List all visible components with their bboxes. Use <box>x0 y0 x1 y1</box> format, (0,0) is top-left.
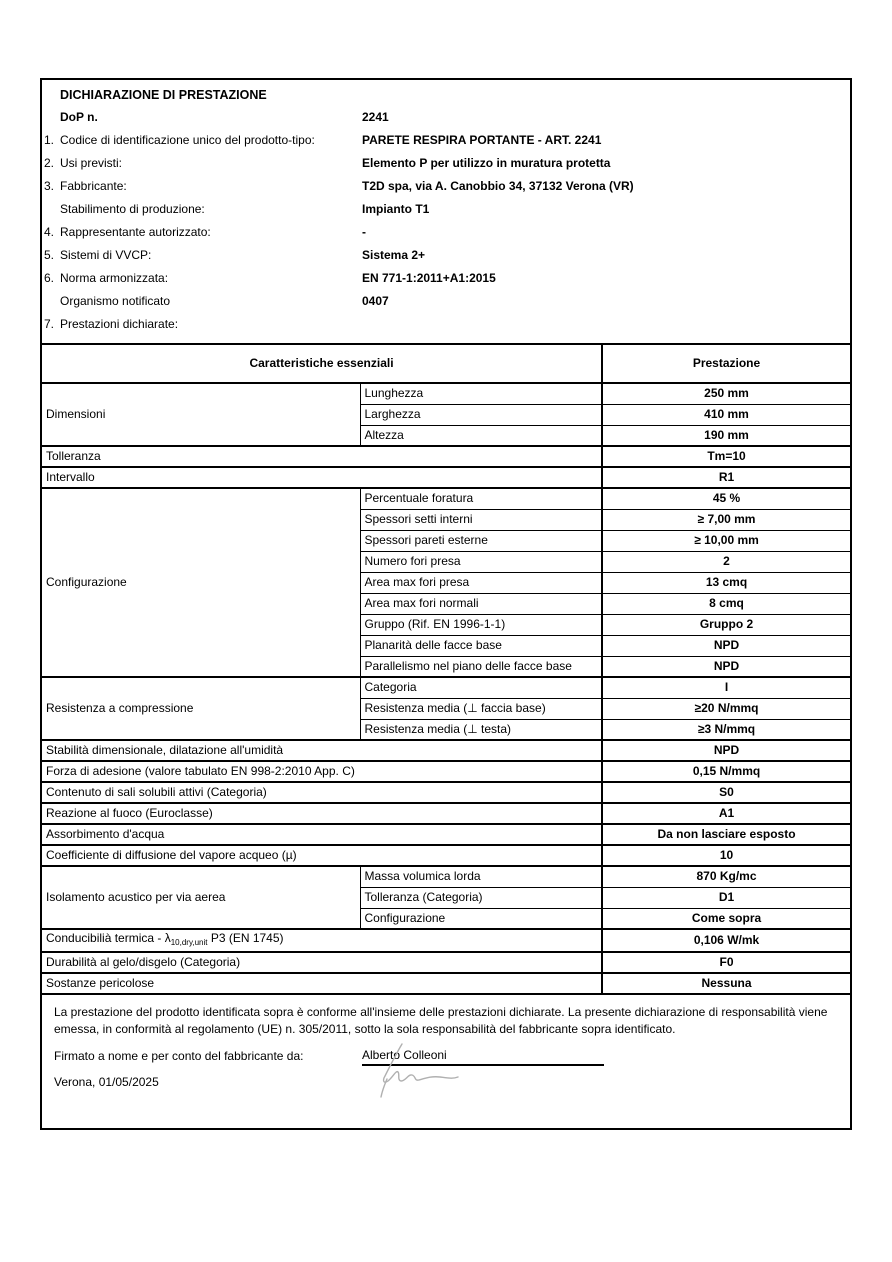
char-conducibilita <box>42 929 602 952</box>
char-reazione-fuoco: Reazione al fuoco (Euroclasse) <box>42 803 602 824</box>
char-durabilita: Durabilità al gelo/disgelo (Categoria) <box>42 952 602 973</box>
value-conducibilita: 0,106 W/mk <box>602 929 850 952</box>
table-row <box>42 973 850 994</box>
char-parallelismo: Parallelismo nel piano delle facce base <box>360 656 602 677</box>
info-value: T2D spa, via A. Canobbio 34, 37132 Verona (VR) <box>362 179 634 193</box>
value-altezza: 190 mm <box>602 425 850 446</box>
value-assorbimento: Da non lasciare esposto <box>602 824 850 845</box>
value-numero-fori: 2 <box>602 551 850 572</box>
value-sostanze: Nessuna <box>602 973 850 994</box>
info-value: - <box>362 225 366 239</box>
signer-name: Alberto Colleoni <box>362 1048 447 1062</box>
char-percentuale-foratura: Percentuale foratura <box>360 488 602 509</box>
table-row <box>42 803 850 824</box>
conformity-declaration: La prestazione del prodotto identificata sopra è conforme all'insieme delle prestazioni dichiarate. La presente dichiarazione di responsabilità viene emessa, in conformità al regolamento (UE) n. 305/2011, sotto la sola responsabilità del fabbricante sopra identificato. <box>54 1005 828 1036</box>
document-header <box>42 80 850 343</box>
char-stabilita: Stabilità dimensionale, dilatazione all'umidità <box>42 740 602 761</box>
info-row-rappresentante <box>44 221 846 244</box>
place-date: Verona, 01/05/2025 <box>54 1075 159 1089</box>
table-row <box>42 761 850 782</box>
table-header-row <box>42 344 850 383</box>
info-num: 7. <box>44 317 55 331</box>
info-value: Sistema 2+ <box>362 248 426 262</box>
char-area-fori-presa: Area max fori presa <box>360 572 602 593</box>
info-label: Sistemi di VVCP: <box>60 248 152 262</box>
char-isolamento-configurazione: Configurazione <box>360 908 602 929</box>
table-row <box>42 677 850 698</box>
info-row-usi-previsti <box>44 152 846 175</box>
value-spessori-setti: ≥ 7,00 mm <box>602 509 850 530</box>
value-forza-adesione: 0,15 N/mmq <box>602 761 850 782</box>
char-resistenza-faccia: Resistenza media (⊥ faccia base) <box>360 698 602 719</box>
conducibilita-subscript: 10,dry,unit <box>170 938 208 947</box>
table-row <box>42 740 850 761</box>
info-row-prestazioni <box>44 313 846 336</box>
table-row <box>42 446 850 467</box>
value-area-fori-presa: 13 cmq <box>602 572 850 593</box>
info-row-stabilimento <box>44 198 846 221</box>
char-intervallo: Intervallo <box>42 467 602 488</box>
char-altezza: Altezza <box>360 425 602 446</box>
performance-table <box>42 343 850 995</box>
value-reazione-fuoco: A1 <box>602 803 850 824</box>
table-row <box>42 824 850 845</box>
document-footer <box>42 995 850 1089</box>
group-isolamento: Isolamento acustico per via aerea <box>42 866 360 929</box>
info-row-codice <box>44 129 846 152</box>
char-planarita: Planarità delle facce base <box>360 635 602 656</box>
value-tolleranza-categoria: D1 <box>602 887 850 908</box>
info-value <box>362 313 846 336</box>
char-gruppo: Gruppo (Rif. EN 1996-1-1) <box>360 614 602 635</box>
char-assorbimento: Assorbimento d'acqua <box>42 824 602 845</box>
table-row <box>42 866 850 887</box>
value-resistenza-testa: ≥3 N/mmq <box>602 719 850 740</box>
char-tolleranza-categoria: Tolleranza (Categoria) <box>360 887 602 908</box>
value-resistenza-faccia: ≥20 N/mmq <box>602 698 850 719</box>
info-num: 1. <box>44 133 55 147</box>
info-value: PARETE RESPIRA PORTANTE - ART. 2241 <box>362 133 602 147</box>
info-label: Rappresentante autorizzato: <box>60 225 211 239</box>
value-categoria: I <box>602 677 850 698</box>
signature-row <box>52 1048 838 1066</box>
conducibilita-prefix: Conducibilià termica - λ <box>46 931 171 945</box>
group-configurazione: Configurazione <box>42 488 360 677</box>
value-spessori-pareti: ≥ 10,00 mm <box>602 530 850 551</box>
info-label: Codice di identificazione unico del prodotto-tipo: <box>60 133 315 147</box>
document-frame <box>40 78 852 1130</box>
char-spessori-pareti: Spessori pareti esterne <box>360 530 602 551</box>
info-num: 6. <box>44 271 55 285</box>
conducibilita-suffix: P3 (EN 1745) <box>207 931 284 945</box>
char-sali-solubili: Contenuto di sali solubili attivi (Categoria) <box>42 782 602 803</box>
value-gruppo: Gruppo 2 <box>602 614 850 635</box>
info-num: 3. <box>44 179 55 193</box>
info-row-organismo <box>44 290 846 313</box>
header-characteristics: Caratteristiche essenziali <box>42 344 602 383</box>
info-row-dop <box>44 106 846 129</box>
value-durabilita: F0 <box>602 952 850 973</box>
value-tolleranza: Tm=10 <box>602 446 850 467</box>
char-area-fori-normali: Area max fori normali <box>360 593 602 614</box>
info-label: Usi previsti: <box>60 156 123 170</box>
info-num: 2. <box>44 156 55 170</box>
char-tolleranza: Tolleranza <box>42 446 602 467</box>
char-forza-adesione: Forza di adesione (valore tabulato EN 998-2:2010 App. C) <box>42 761 602 782</box>
info-num: 5. <box>44 248 55 262</box>
value-stabilita: NPD <box>602 740 850 761</box>
table-row <box>42 782 850 803</box>
info-label: Fabbricante: <box>60 179 127 193</box>
group-resistenza: Resistenza a compressione <box>42 677 360 740</box>
table-row <box>42 467 850 488</box>
group-dimensioni: Dimensioni <box>42 383 360 446</box>
table-row <box>42 929 850 952</box>
char-lunghezza: Lunghezza <box>360 383 602 404</box>
info-label: Organismo notificato <box>60 294 171 308</box>
value-lunghezza: 250 mm <box>602 383 850 404</box>
signed-by-label: Firmato a nome e per conto del fabbricante da: <box>54 1049 304 1063</box>
info-value: EN 771-1:2011+A1:2015 <box>362 271 496 285</box>
char-resistenza-testa: Resistenza media (⊥ testa) <box>360 719 602 740</box>
info-num <box>44 198 60 221</box>
info-label: Stabilimento di produzione: <box>60 202 205 216</box>
info-num: 4. <box>44 225 55 239</box>
value-planarita: NPD <box>602 635 850 656</box>
value-massa-volumica: 870 Kg/mc <box>602 866 850 887</box>
info-row-norma <box>44 267 846 290</box>
info-value: 0407 <box>362 294 389 308</box>
char-massa-volumica: Massa volumica lorda <box>360 866 602 887</box>
handwritten-signature <box>368 1050 478 1098</box>
char-categoria: Categoria <box>360 677 602 698</box>
info-value: Impianto T1 <box>362 202 430 216</box>
info-num <box>44 106 60 129</box>
value-vapore: 10 <box>602 845 850 866</box>
char-sostanze: Sostanze pericolose <box>42 973 602 994</box>
char-numero-fori: Numero fori presa <box>360 551 602 572</box>
signature-line <box>362 1048 604 1066</box>
info-label: DoP n. <box>60 110 98 124</box>
value-percentuale-foratura: 45 % <box>602 488 850 509</box>
value-intervallo: R1 <box>602 467 850 488</box>
char-vapore: Coefficiente di diffusione del vapore acqueo (µ) <box>42 845 602 866</box>
char-larghezza: Larghezza <box>360 404 602 425</box>
table-row <box>42 952 850 973</box>
info-label: Norma armonizzata: <box>60 271 169 285</box>
char-spessori-setti: Spessori setti interni <box>360 509 602 530</box>
document-title: DICHIARAZIONE DI PRESTAZIONE <box>60 88 267 102</box>
value-area-fori-normali: 8 cmq <box>602 593 850 614</box>
info-row-fabbricante <box>44 175 846 198</box>
info-num <box>44 290 60 313</box>
info-value: Elemento P per utilizzo in muratura protetta <box>362 156 611 170</box>
table-row <box>42 488 850 509</box>
header-performance: Prestazione <box>602 344 850 383</box>
info-label: Prestazioni dichiarate: <box>60 317 179 331</box>
value-larghezza: 410 mm <box>602 404 850 425</box>
value-parallelismo: NPD <box>602 656 850 677</box>
table-row <box>42 845 850 866</box>
info-value: 2241 <box>362 110 389 124</box>
table-row <box>42 383 850 404</box>
info-row-sistemi-vvcp <box>44 244 846 267</box>
value-sali-solubili: S0 <box>602 782 850 803</box>
value-isolamento-configurazione: Come sopra <box>602 908 850 929</box>
